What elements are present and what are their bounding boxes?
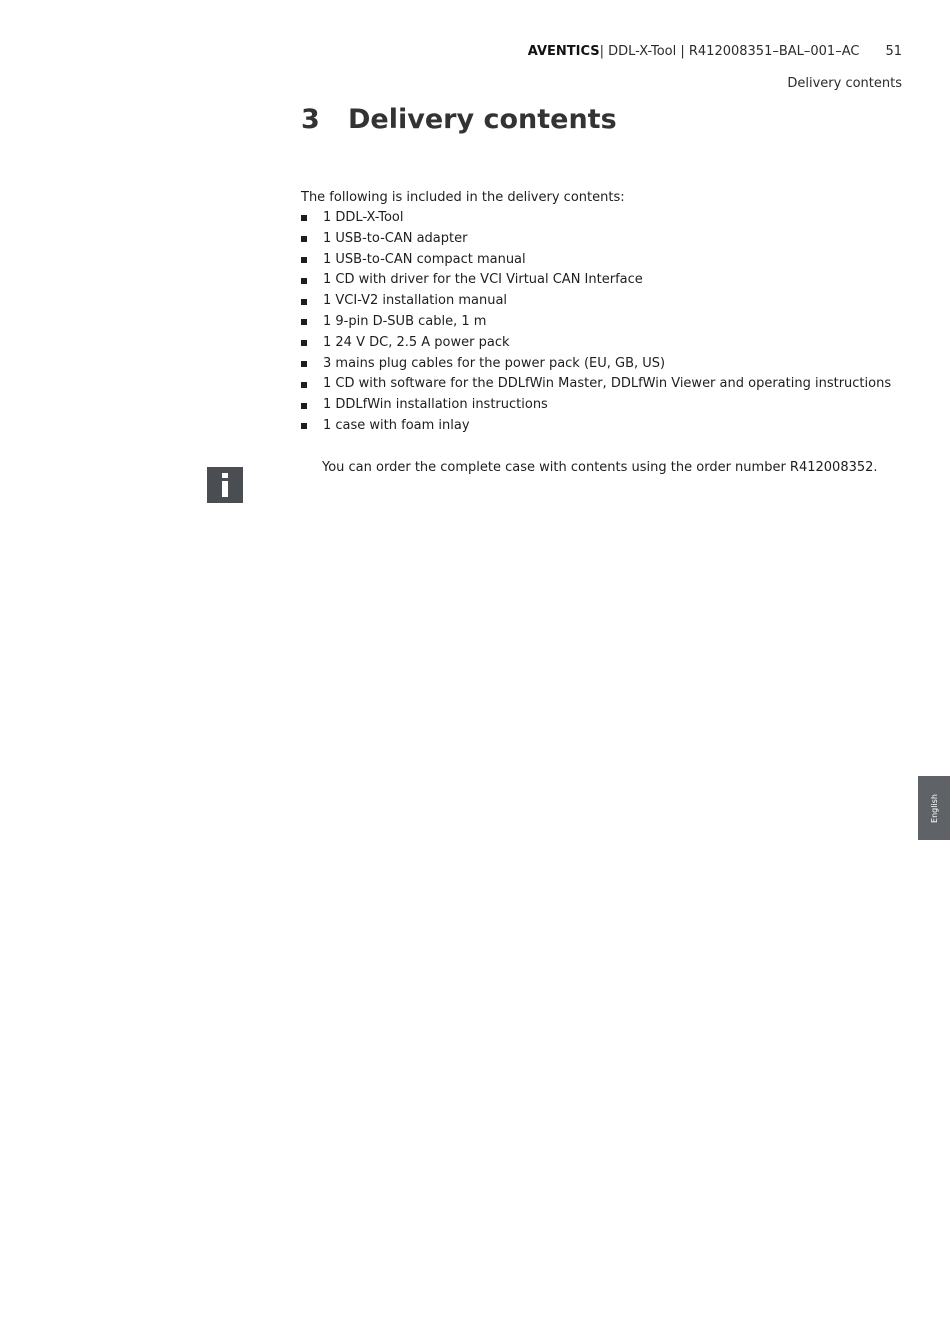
list-item-text: 1 DDL-X-Tool [323, 210, 404, 225]
page-number: 51 [885, 44, 902, 59]
section-label: Delivery contents [787, 76, 902, 91]
language-tab [918, 776, 950, 840]
list-item [301, 291, 891, 312]
bullet-icon [301, 361, 307, 367]
list-item [301, 250, 891, 271]
intro-text: The following is included in the delivery contents: [301, 190, 625, 205]
list-item [301, 208, 891, 229]
list-item-text: 1 DDLfWin installation instructions [323, 397, 548, 413]
list-item-text: 1 VCI-V2 installation manual [323, 293, 508, 309]
running-header [528, 44, 902, 59]
list-item-text: 1 9-pin D-SUB cable, 1 m [323, 313, 487, 329]
bullet-icon [301, 299, 307, 305]
bullet-icon [301, 382, 307, 388]
bullet-icon [301, 278, 307, 284]
bullet-icon [301, 340, 307, 346]
delivery-contents-list [301, 208, 891, 437]
chapter-title: Delivery contents [348, 104, 617, 135]
list-item [301, 333, 891, 354]
list-item [301, 354, 891, 375]
bullet-icon [301, 319, 307, 325]
bullet-icon [301, 403, 307, 409]
list-item-text: 1 CD with driver for the VCI Virtual CAN Interface [323, 272, 643, 288]
list-item [301, 312, 891, 333]
list-item-text: 1 case with foam inlay [323, 417, 470, 433]
bullet-icon [301, 236, 307, 242]
list-item [301, 374, 891, 395]
language-tab-label: English [929, 793, 939, 823]
list-item-text: 1 USB-to-CAN adapter [323, 230, 468, 246]
list-item-text: 1 CD with software for the DDLfWin Master, DDLfWin Viewer and operating instructions [323, 376, 892, 392]
bullet-icon [301, 423, 307, 429]
bullet-icon [301, 215, 307, 221]
document-info: | DDL-X-Tool | R412008351–BAL–001–AC [599, 44, 860, 59]
note-text: You can order the complete case with contents using the order number R412008352. [322, 460, 878, 475]
list-item [301, 416, 891, 437]
chapter-number: 3 [301, 104, 320, 135]
brand-name: AVENTICS [527, 44, 600, 59]
chapter-heading [301, 104, 617, 135]
bullet-icon [301, 257, 307, 263]
list-item [301, 229, 891, 250]
list-item [301, 270, 891, 291]
list-item-text: 1 USB-to-CAN compact manual [323, 251, 526, 267]
list-item-text: 3 mains plug cables for the power pack (EU, GB, US) [323, 355, 666, 371]
list-item-text: 1 24 V DC, 2.5 A power pack [323, 334, 510, 350]
info-icon [207, 467, 243, 503]
list-item [301, 395, 891, 416]
